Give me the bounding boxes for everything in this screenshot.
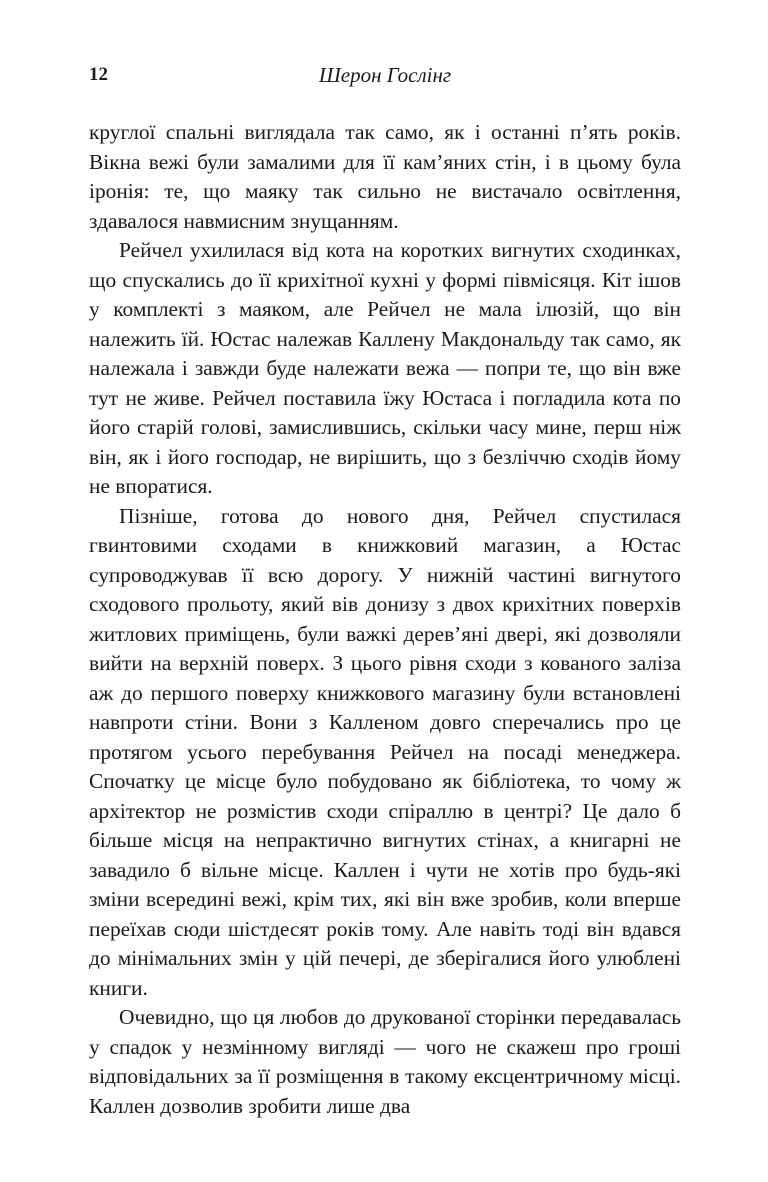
page-header: [89, 60, 681, 90]
paragraph-2: Рейчел ухилилася від кота на коротких вигнутих сходинках, що спускались до її крихітної кухні у формі півмісяця. Кіт ішов у комплекті з маяком, але Рейчел не мала ілюзій, що він належить їй. Юстас належав Каллену Макдональду так само, як належала і завжди буде належати вежа — попри те, що він вже тут не живе. Рейчел поставила їжу Юстаса і погладила кота по його старій голові, замислившись, скільки часу мине, перш ніж він, як і його господар, не вирішить, що з безліччю сходів йому не впоратися.: [89, 238, 681, 498]
paragraph-4: Очевидно, що ця любов до друкованої сторінки передавалась у спадок у незмінному вигляді — чого не скажеш про гроші відповідальних за її розміщення в такому ексцентричному місці. Каллен дозволив зробити лише два: [89, 1005, 681, 1118]
running-head: Шерон Гослінг: [318, 63, 452, 87]
body-text: [89, 118, 681, 1121]
paragraph-1: круглої спальні виглядала так само, як і останні п’ять років. Вікна вежі були замалими для її кам’яних стін, і в цьому була іронія: те, що маяку так сильно не вистачало освітлення, здавалося навмисним знущанням.: [89, 120, 681, 233]
page-number: 12: [89, 64, 108, 85]
paragraph-3: Пізніше, готова до нового дня, Рейчел спустилася гвинтовими сходами в книжковий магазин, а Юстас супроводжував її всю дорогу. У нижній частині вигнутого сходового прольоту, який вів донизу з двох крихітних поверхів житлових приміщень, були важкі дерев’яні двері, які дозволяли вийти на верхній поверх. З цього рівня сходи з кованого заліза аж до першого поверху книжкового магазину були встановлені навпроти стіни. Вони з Калленом довго сперечались про це протягом усього перебування Рейчел на посаді менеджера. Спочатку це місце було побудовано як бібліотека, то чому ж архітектор не розмістив сходи спіраллю в центрі? Це дало б більше місця на непрактично вигнутих стінах, а книгарні не завадило б вільне місце. Каллен і чути не хотів про будь-які зміни всередині вежі, крім тих, які він вже зробив, коли вперше переїхав сюди шістдесят років тому. Але навіть тоді він вдався до мінімальних змін у цій печері, де зберігалися його улюблені книги.: [89, 503, 681, 1000]
